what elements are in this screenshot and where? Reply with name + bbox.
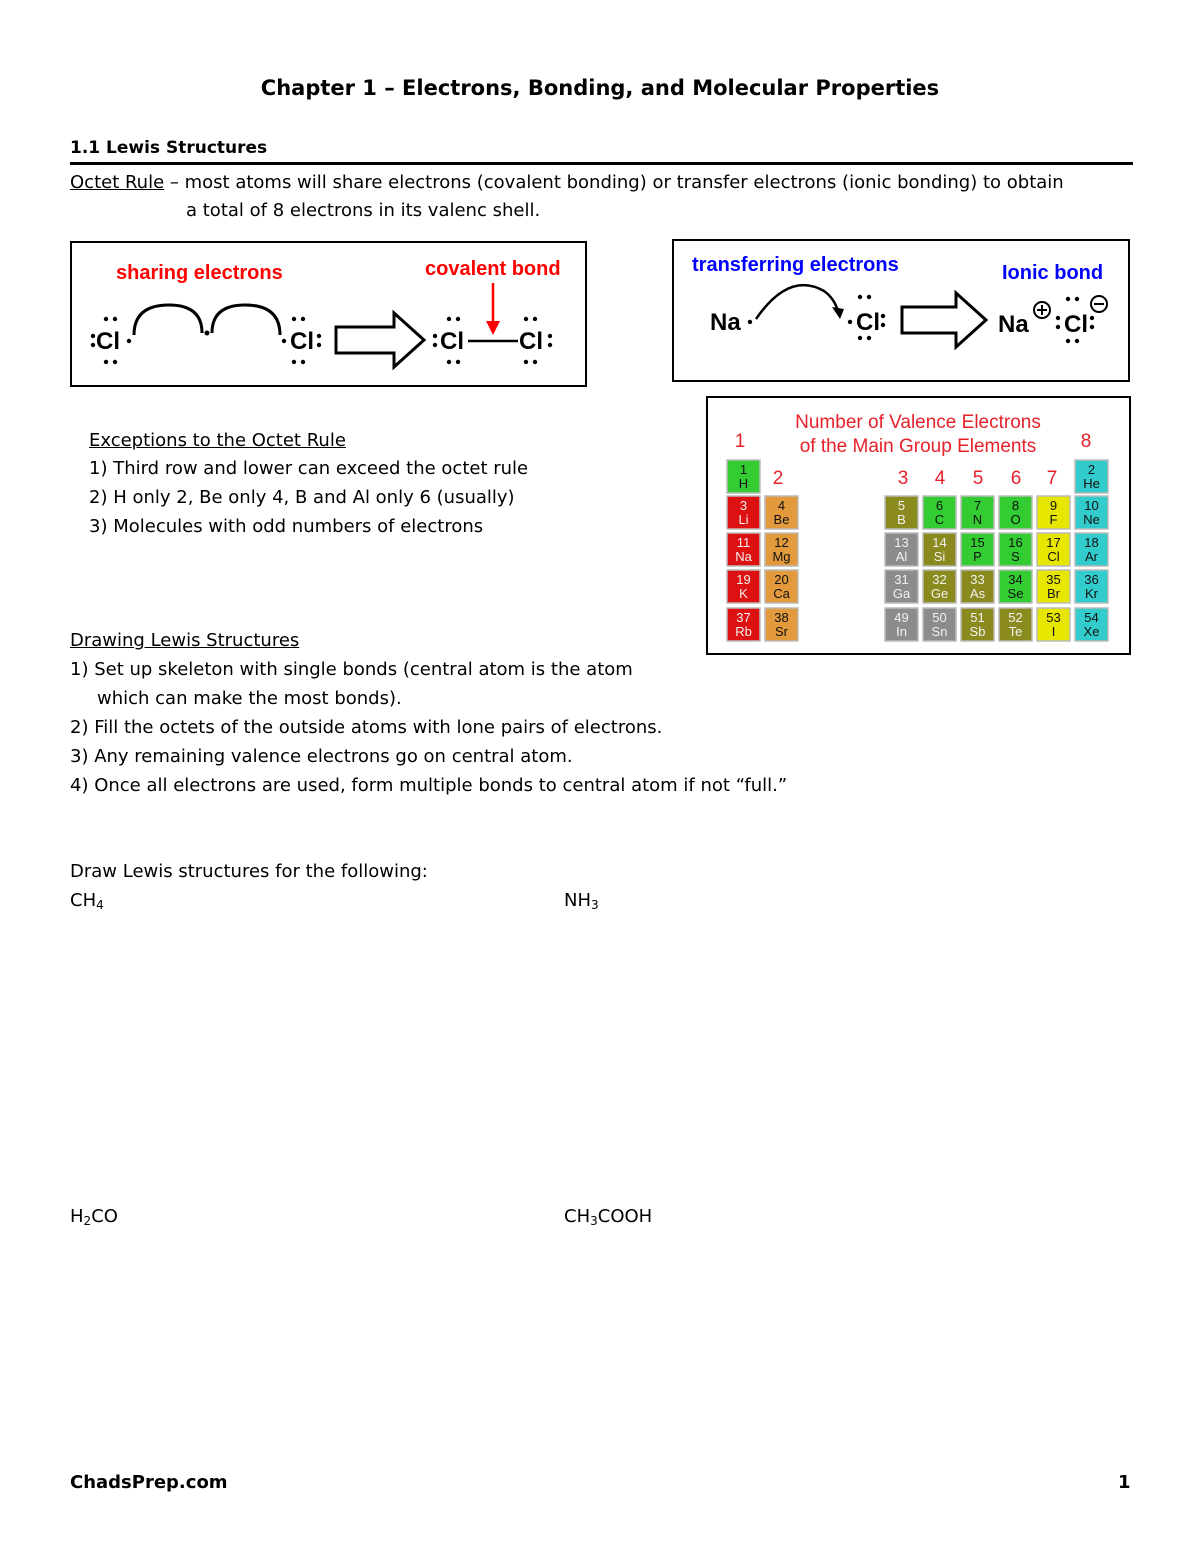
formula-h2co: $H_2CO$ xyxy=(70,1206,118,1228)
element-cell xyxy=(727,608,760,641)
atomic-number: 16 xyxy=(1008,535,1023,550)
group-number-label: 4 xyxy=(934,468,946,489)
element-cell xyxy=(961,533,994,566)
sodium-atom: Na xyxy=(710,309,741,336)
chlorine-atom-bonded-right: Cl xyxy=(519,328,543,355)
element-cell xyxy=(961,608,994,641)
atomic-number: 12 xyxy=(774,535,789,550)
element-cell xyxy=(765,533,798,566)
element-symbol: O xyxy=(1010,512,1021,527)
table-title-line1: Number of Valence Electrons xyxy=(795,412,1041,433)
group-number-label: 5 xyxy=(972,468,984,489)
element-symbol: Sn xyxy=(931,624,948,639)
group-number-label: 2 xyxy=(772,468,784,489)
chlorine-atom: Cl xyxy=(856,309,880,336)
element-symbol: P xyxy=(973,549,982,564)
element-cell xyxy=(961,496,994,529)
exception-item: 2) H only 2, Be only 4, B and Al only 6 (usually) xyxy=(89,487,515,508)
octet-rule-line2: a total of 8 electrons in its valenc shell. xyxy=(186,200,541,221)
group-number-label: 6 xyxy=(1010,468,1022,489)
covalent-bond-label: covalent bond xyxy=(425,258,561,280)
element-cell xyxy=(999,496,1032,529)
element-symbol: K xyxy=(739,586,748,601)
atomic-number: 49 xyxy=(894,610,909,625)
atomic-number: 7 xyxy=(973,498,982,513)
covalent-bond-figure xyxy=(70,241,587,387)
element-symbol: In xyxy=(896,624,907,639)
valence-electron-table xyxy=(708,398,1129,653)
element-cell xyxy=(727,496,760,529)
element-symbol: Kr xyxy=(1085,586,1098,601)
element-symbol: Al xyxy=(895,549,908,564)
formula-nh3: $NH_3$ xyxy=(564,890,599,912)
ionic-bond-diagram xyxy=(674,241,1128,380)
atomic-number: 54 xyxy=(1084,610,1099,625)
element-cell xyxy=(765,570,798,603)
red-arrow-icon xyxy=(486,321,500,335)
element-symbol: Rb xyxy=(735,624,752,639)
group-number-label: 3 xyxy=(897,468,909,489)
atomic-number: 6 xyxy=(935,498,944,513)
element-symbol: Mg xyxy=(772,549,791,564)
element-cell xyxy=(885,496,918,529)
atomic-number: 31 xyxy=(894,572,909,587)
drawing-step-4: 4) Once all electrons are used, form multiple bonds to central atom if not “full.” xyxy=(70,775,788,796)
exercise-prompt: Draw Lewis structures for the following: xyxy=(70,861,428,882)
atomic-number: 4 xyxy=(777,498,786,513)
atomic-number: 15 xyxy=(970,535,985,550)
atomic-number: 53 xyxy=(1046,610,1061,625)
chloride-ion: Cl xyxy=(1064,311,1088,338)
element-symbol: Be xyxy=(773,512,790,527)
exceptions-heading: Exceptions to the Octet Rule xyxy=(89,430,346,451)
octet-rule-definition: – most atoms will share electrons (covalent bonding) or transfer electrons (ionic bonding) to obtain xyxy=(164,172,1064,193)
element-symbol: Si xyxy=(933,549,946,564)
table-title-line2: of the Main Group Elements xyxy=(799,436,1037,457)
drawing-step-2: 2) Fill the octets of the outside atoms with lone pairs of electrons. xyxy=(70,717,663,738)
atomic-number: 10 xyxy=(1084,498,1099,513)
atomic-number: 18 xyxy=(1084,535,1099,550)
element-cell xyxy=(1075,460,1108,493)
element-symbol: Ga xyxy=(892,586,911,601)
element-cell xyxy=(923,570,956,603)
element-symbol: Ge xyxy=(930,586,949,601)
atomic-number: 35 xyxy=(1046,572,1061,587)
formula-ch3cooh: $CH_3COOH$ xyxy=(564,1206,653,1228)
chlorine-atom-bonded-left: Cl xyxy=(440,328,464,355)
element-symbol: N xyxy=(972,512,983,527)
element-cell xyxy=(1075,533,1108,566)
element-cell xyxy=(999,533,1032,566)
octet-rule-line1 xyxy=(70,172,1064,193)
element-cell xyxy=(1075,496,1108,529)
drawing-step-1: 1) Set up skeleton with single bonds (central atom is the atom xyxy=(70,659,633,680)
atomic-number: 1 xyxy=(739,462,748,477)
atomic-number: 38 xyxy=(774,610,789,625)
atomic-number: 14 xyxy=(932,535,947,550)
ionic-bond-figure xyxy=(672,239,1130,382)
group-number-label: 7 xyxy=(1046,468,1058,489)
element-symbol: Br xyxy=(1047,586,1060,601)
element-cell xyxy=(765,496,798,529)
atomic-number: 50 xyxy=(932,610,947,625)
atomic-number: 2 xyxy=(1087,462,1096,477)
element-cell xyxy=(923,608,956,641)
sodium-ion: Na xyxy=(998,311,1029,338)
drawing-heading: Drawing Lewis Structures xyxy=(70,630,300,651)
element-cell xyxy=(1075,608,1108,641)
atomic-number: 19 xyxy=(736,572,751,587)
element-symbol: Cl xyxy=(1047,549,1060,564)
element-symbol: Xe xyxy=(1083,624,1100,639)
section-heading: 1.1 Lewis Structures xyxy=(70,138,268,158)
element-symbol: Li xyxy=(738,512,749,527)
footer-site: ChadsPrep.com xyxy=(70,1472,228,1493)
transfer-arrow-icon xyxy=(832,307,844,319)
element-symbol: I xyxy=(1051,624,1056,639)
element-cell xyxy=(885,570,918,603)
transferring-electrons-label: transferring electrons xyxy=(692,254,899,276)
element-symbol: S xyxy=(1011,549,1020,564)
atomic-number: 36 xyxy=(1084,572,1099,587)
element-cell xyxy=(1037,533,1070,566)
element-cell xyxy=(923,496,956,529)
reaction-arrow-icon xyxy=(336,313,424,367)
element-cell xyxy=(1075,570,1108,603)
element-symbol: Te xyxy=(1008,624,1023,639)
element-symbol: Ar xyxy=(1085,549,1098,564)
page-number: 1 xyxy=(1118,1472,1131,1493)
atomic-number: 20 xyxy=(774,572,789,587)
atomic-number: 37 xyxy=(736,610,751,625)
element-cell xyxy=(885,608,918,641)
exception-item: 1) Third row and lower can exceed the octet rule xyxy=(89,458,529,479)
element-symbol: Sb xyxy=(969,624,986,639)
element-cell xyxy=(1037,496,1070,529)
element-symbol: Se xyxy=(1007,586,1024,601)
element-cell xyxy=(885,533,918,566)
chlorine-atom-left: Cl xyxy=(96,328,120,355)
element-symbol: C xyxy=(934,512,945,527)
atomic-number: 5 xyxy=(897,498,906,513)
sharing-electrons-label: sharing electrons xyxy=(116,262,283,284)
atomic-number: 34 xyxy=(1008,572,1023,587)
element-symbol: As xyxy=(969,586,986,601)
element-cell xyxy=(1037,570,1070,603)
element-cell xyxy=(1037,608,1070,641)
chlorine-atom-right: Cl xyxy=(290,328,314,355)
element-cell xyxy=(765,608,798,641)
element-cell xyxy=(727,460,760,493)
atomic-number: 52 xyxy=(1008,610,1023,625)
drawing-step-1-continued: which can make the most bonds). xyxy=(97,688,402,709)
element-symbol: He xyxy=(1083,476,1100,491)
element-cell xyxy=(727,570,760,603)
element-symbol: Ca xyxy=(773,586,790,601)
element-symbol: Na xyxy=(735,549,752,564)
element-cell xyxy=(961,570,994,603)
atomic-number: 33 xyxy=(970,572,985,587)
element-cell xyxy=(727,533,760,566)
element-symbol: B xyxy=(897,512,906,527)
element-cell xyxy=(999,570,1032,603)
atomic-number: 11 xyxy=(736,535,751,550)
ionic-bond-label: Ionic bond xyxy=(1002,262,1104,284)
atomic-number: 3 xyxy=(739,498,748,513)
covalent-bond-diagram xyxy=(72,243,585,385)
element-symbol: Ne xyxy=(1083,512,1100,527)
atomic-number: 13 xyxy=(894,535,909,550)
element-cell xyxy=(999,608,1032,641)
formula-ch4: $CH_4$ xyxy=(70,890,104,912)
element-symbol: Sr xyxy=(775,624,788,639)
periodic-table-figure xyxy=(706,396,1131,655)
element-symbol: F xyxy=(1049,512,1058,527)
reaction-arrow-icon xyxy=(902,293,986,347)
atomic-number: 8 xyxy=(1011,498,1020,513)
group-number-label: 1 xyxy=(734,431,746,452)
element-cell xyxy=(923,533,956,566)
atomic-number: 9 xyxy=(1049,498,1058,513)
octet-rule-term: Octet Rule xyxy=(70,172,165,193)
exception-item: 3) Molecules with odd numbers of electrons xyxy=(89,516,484,537)
atomic-number: 17 xyxy=(1046,535,1061,550)
element-symbol: H xyxy=(738,476,749,491)
section-divider xyxy=(70,162,1133,165)
page-title: Chapter 1 – Electrons, Bonding, and Molecular Properties xyxy=(260,76,940,100)
atomic-number: 51 xyxy=(970,610,985,625)
atomic-number: 32 xyxy=(932,572,947,587)
group-number-label: 8 xyxy=(1080,431,1092,452)
drawing-step-3: 3) Any remaining valence electrons go on central atom. xyxy=(70,746,573,767)
